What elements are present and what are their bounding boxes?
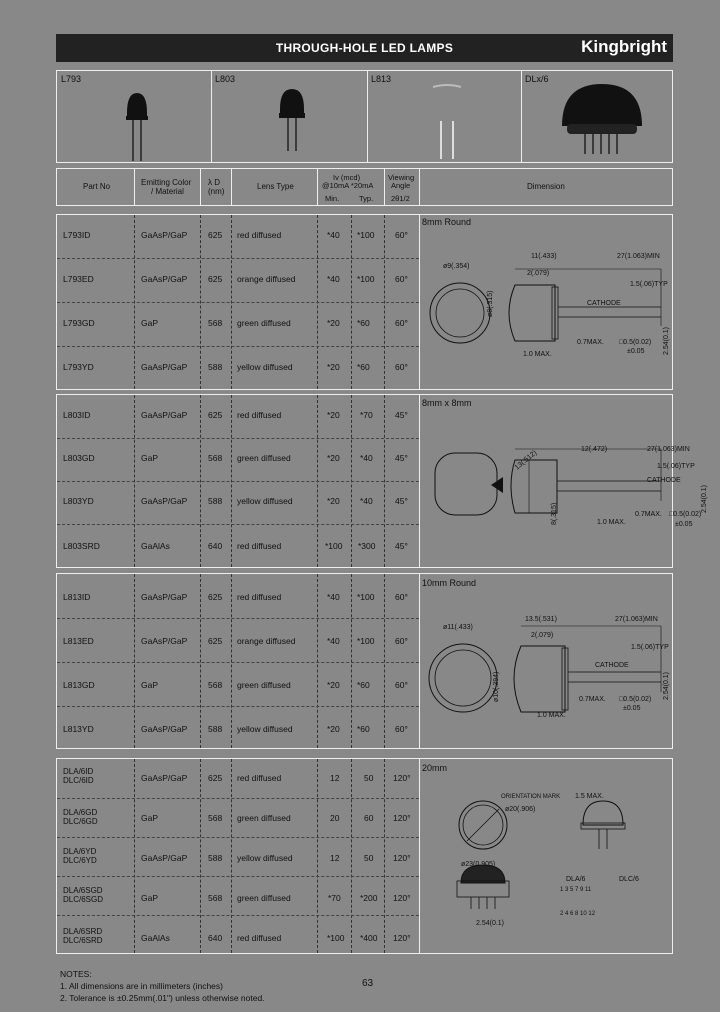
lens-type: green diffused <box>237 318 291 328</box>
wavelength: 568 <box>208 453 223 463</box>
iv-min: *100 <box>325 541 343 551</box>
iv-typ: *100 <box>357 636 375 646</box>
dim-label: □0.5(0.02) <box>669 511 702 518</box>
header-lambda-unit: (nm) <box>208 187 225 196</box>
dim-label: 1.5(.06)TYP <box>631 644 669 651</box>
view-angle: 60° <box>395 636 408 646</box>
material: GaAsP/GaP <box>141 724 188 734</box>
dim-label: 2.54(0.1) <box>663 671 670 700</box>
material: GaP <box>141 453 159 463</box>
part-number: L803ID <box>63 410 91 420</box>
dim-label: 1.0 MAX. <box>597 519 626 526</box>
lamp-dlx6-image <box>557 76 647 161</box>
dim-label: 13.5(.531) <box>525 616 557 623</box>
wavelength: 568 <box>208 893 223 903</box>
part-number-alt: DLC/6GD <box>63 817 98 826</box>
iv-typ: *60 <box>357 318 370 328</box>
lens-type: red diffused <box>237 410 282 420</box>
part-number: L793ID <box>63 230 91 240</box>
view-angle: 45° <box>395 496 408 506</box>
notes-title: NOTES: <box>60 969 92 979</box>
lens-type: yellow diffused <box>237 496 293 506</box>
dim-label: 1.5(.06)TYP <box>657 463 695 470</box>
part-number: L803SRD <box>63 541 100 551</box>
dim-label: ø11(.433) <box>443 624 473 631</box>
dim-label: 8(.315) <box>551 502 558 525</box>
dim-label: 1.0 MAX. <box>537 712 566 719</box>
lens-type: red diffused <box>237 230 282 240</box>
iv-typ: 50 <box>364 853 374 863</box>
product-images-box <box>56 70 673 163</box>
image-label-l803: L803 <box>215 74 236 84</box>
dim-label: 2.54(0.1) <box>663 326 670 355</box>
dim-label: 1.5 MAX. <box>575 793 604 800</box>
view-angle: 60° <box>395 318 408 328</box>
view-angle: 60° <box>395 230 408 240</box>
iv-min: *20 <box>327 318 340 328</box>
material: GaAsP/GaP <box>141 853 188 863</box>
iv-typ: *60 <box>357 680 370 690</box>
dim-label: 27(1.063)MIN <box>615 616 658 623</box>
view-angle: 60° <box>395 362 408 372</box>
iv-typ: *100 <box>357 274 375 284</box>
iv-min: *40 <box>327 274 340 284</box>
dim-label: ø8(.315) <box>487 290 494 317</box>
page-header <box>56 34 673 62</box>
wavelength: 625 <box>208 410 223 420</box>
note-2: 2. Tolerance is ±0.25mm(.01") unless otherwise noted. <box>60 993 265 1003</box>
lens-type: green diffused <box>237 813 291 823</box>
dimension-drawing-10mm-round <box>425 620 670 750</box>
wavelength: 588 <box>208 724 223 734</box>
material: GaAsP/GaP <box>141 636 188 646</box>
iv-min: 12 <box>330 773 340 783</box>
dim-label: ±0.05 <box>627 348 645 355</box>
dim-label: CATHODE <box>647 477 681 484</box>
header-lambda: λ D <box>208 178 220 187</box>
part-number: L813GD <box>63 680 95 690</box>
lamp-l803-image <box>272 81 312 161</box>
part-number: DLA/6GD <box>63 808 98 817</box>
dim-label: DLC/6 <box>619 876 639 883</box>
part-number: DLA/6YD <box>63 847 97 856</box>
lens-type: green diffused <box>237 680 291 690</box>
iv-min: *20 <box>327 680 340 690</box>
header-angle: Angle <box>391 181 411 190</box>
dim-label: 2.54(0.1) <box>476 920 505 927</box>
wavelength: 568 <box>208 680 223 690</box>
material: GaAsP/GaP <box>141 773 188 783</box>
lens-type: red diffused <box>237 933 282 943</box>
dim-label: ±0.05 <box>623 705 641 712</box>
part-number: L813ID <box>63 592 91 602</box>
header-iv-typ: Typ. <box>359 194 374 203</box>
lens-type: yellow diffused <box>237 724 293 734</box>
iv-min: *20 <box>327 410 340 420</box>
dimension-drawing-8mm-x-8mm <box>429 435 669 560</box>
dim-label: 1.5(.06)TYP <box>630 281 668 288</box>
dim-label: 0.7MAX. <box>579 696 606 703</box>
part-number: L793ED <box>63 274 94 284</box>
material: GaAsP/GaP <box>141 496 188 506</box>
section-8mm-round <box>56 214 673 390</box>
section-title: 8mm Round <box>422 217 472 227</box>
header-material: / Material <box>151 187 184 196</box>
wavelength: 588 <box>208 362 223 372</box>
material: GaAsP/GaP <box>141 410 188 420</box>
view-angle: 60° <box>395 592 408 602</box>
wavelength: 640 <box>208 933 223 943</box>
view-angle: 60° <box>395 680 408 690</box>
table-header <box>56 168 673 206</box>
page-number: 63 <box>362 978 374 989</box>
part-number: L813ED <box>63 636 94 646</box>
brand-logo: Kingbright <box>581 37 667 56</box>
dim-label: ø10(.394) <box>493 671 500 702</box>
wavelength: 588 <box>208 496 223 506</box>
iv-min: *20 <box>327 453 340 463</box>
iv-min: *40 <box>327 592 340 602</box>
header-angle-symbol: 2θ1/2 <box>391 194 410 203</box>
dim-label: ø23(0.905) <box>461 861 496 868</box>
section-8mm-x-8mm <box>56 394 708 568</box>
iv-typ: *60 <box>357 362 370 372</box>
section-title: 8mm x 8mm <box>422 398 472 408</box>
view-angle: 120° <box>393 813 411 823</box>
iv-typ: *100 <box>357 592 375 602</box>
note-1: 1. All dimensions are in millimeters (inches) <box>60 981 223 991</box>
dim-label: CATHODE <box>595 662 629 669</box>
header-iv-min: Min. <box>325 194 340 203</box>
dim-label: 1 3 5 7 9 11 <box>560 887 592 893</box>
iv-min: *100 <box>327 933 345 943</box>
dim-label: 2(.079) <box>527 270 550 277</box>
material: GaAsP/GaP <box>141 362 188 372</box>
iv-min: 12 <box>330 853 340 863</box>
header-iv-cond: @10mA *20mA <box>322 181 374 190</box>
iv-min: *20 <box>327 724 340 734</box>
part-number: DLA/6SGD <box>63 886 103 895</box>
dim-label: 1.0 MAX. <box>523 351 552 358</box>
iv-min: 20 <box>330 813 340 823</box>
dim-label: CATHODE <box>587 300 621 307</box>
part-number: L793GD <box>63 318 95 328</box>
material: GaAlAs <box>141 541 170 551</box>
material: GaP <box>141 813 159 823</box>
iv-typ: 50 <box>364 773 374 783</box>
header-viewing: Viewing <box>388 173 415 182</box>
part-number: L813YD <box>63 724 94 734</box>
lamp-l793-image <box>117 83 157 163</box>
lens-type: green diffused <box>237 893 291 903</box>
part-number: L803GD <box>63 453 95 463</box>
lamp-l813-image <box>427 81 467 161</box>
material: GaAlAs <box>141 933 170 943</box>
part-number-alt: DLC/6SRD <box>63 936 103 945</box>
dim-label: 2(.079) <box>531 632 554 639</box>
dim-label: 12(.472) <box>581 446 608 453</box>
dim-label: ø9(.354) <box>443 263 470 270</box>
section-20mm <box>56 758 673 954</box>
iv-min: *70 <box>328 893 341 903</box>
lens-type: red diffused <box>237 773 282 783</box>
wavelength: 625 <box>208 636 223 646</box>
part-number: DLA/6ID <box>63 767 94 776</box>
iv-min: *40 <box>327 636 340 646</box>
dim-label: □0.5(0.02) <box>619 696 652 703</box>
iv-typ: *100 <box>357 230 375 240</box>
dim-label: 0.7MAX. <box>577 339 604 346</box>
wavelength: 625 <box>208 230 223 240</box>
dim-label: 27(1.063)MIN <box>617 253 660 260</box>
header-part-no: Part No <box>83 182 111 191</box>
iv-min: *20 <box>327 496 340 506</box>
lens-type: yellow diffused <box>237 362 293 372</box>
image-label-l793: L793 <box>61 74 82 84</box>
view-angle: 120° <box>393 853 411 863</box>
view-angle: 60° <box>395 724 408 734</box>
iv-typ: *200 <box>360 893 378 903</box>
dim-label: 11(.433) <box>531 253 557 260</box>
lens-type: orange diffused <box>237 274 296 284</box>
iv-typ: *40 <box>360 453 373 463</box>
iv-typ: *40 <box>360 496 373 506</box>
header-emitting-color: Emitting Color <box>141 178 192 187</box>
part-number: L803YD <box>63 496 94 506</box>
header-lens-type: Lens Type <box>257 182 294 191</box>
image-label-l813: L813 <box>371 74 392 84</box>
iv-typ: *70 <box>360 410 373 420</box>
view-angle: 60° <box>395 274 408 284</box>
lens-type: red diffused <box>237 541 282 551</box>
image-label-dlx6: DLx/6 <box>525 74 549 84</box>
material: GaP <box>141 893 159 903</box>
dim-label: 2 4 6 8 10 12 <box>560 911 596 917</box>
iv-typ: 60 <box>364 813 374 823</box>
view-angle: 45° <box>395 541 408 551</box>
dim-label: 0.7MAX. <box>635 511 662 518</box>
lens-type: green diffused <box>237 453 291 463</box>
section-title: 10mm Round <box>422 578 477 588</box>
material: GaAsP/GaP <box>141 230 188 240</box>
dim-label: DLA/6 <box>566 876 586 883</box>
section-title: 20mm <box>422 763 448 773</box>
view-angle: 120° <box>393 773 411 783</box>
part-number-alt: DLC/6SGD <box>63 895 104 904</box>
header-iv: Iv (mcd) <box>333 173 361 182</box>
material: GaAsP/GaP <box>141 274 188 284</box>
lens-type: orange diffused <box>237 636 296 646</box>
wavelength: 625 <box>208 274 223 284</box>
part-number-alt: DLC/6ID <box>63 776 94 785</box>
iv-min: *20 <box>327 362 340 372</box>
dim-label: ±0.05 <box>675 521 693 528</box>
wavelength: 625 <box>208 773 223 783</box>
iv-min: *40 <box>327 230 340 240</box>
material: GaP <box>141 680 159 690</box>
wavelength: 568 <box>208 318 223 328</box>
header-dimension: Dimension <box>527 182 565 191</box>
iv-typ: *60 <box>357 724 370 734</box>
view-angle: 45° <box>395 453 408 463</box>
dim-label: 2.54(0.1) <box>701 484 708 513</box>
part-number: DLA/6SRD <box>63 927 103 936</box>
wavelength: 588 <box>208 853 223 863</box>
dim-label: 13(.512) <box>513 449 539 472</box>
wavelength: 625 <box>208 592 223 602</box>
lens-type: red diffused <box>237 592 282 602</box>
dim-label: □0.5(0.02) <box>619 339 652 346</box>
dim-label: 27(1.063)MIN <box>647 446 690 453</box>
view-angle: 120° <box>393 893 411 903</box>
dim-label: ø20(.906) <box>505 806 536 813</box>
wavelength: 640 <box>208 541 223 551</box>
section-10mm-round <box>56 573 673 749</box>
part-number: L793YD <box>63 362 94 372</box>
material: GaP <box>141 318 159 328</box>
header-title: THROUGH-HOLE LED LAMPS <box>275 41 454 55</box>
lens-type: yellow diffused <box>237 853 293 863</box>
dim-label: ORIENTATION MARK <box>501 794 561 800</box>
view-angle: 45° <box>395 410 408 420</box>
view-angle: 120° <box>393 933 411 943</box>
iv-typ: *400 <box>360 933 378 943</box>
part-number-alt: DLC/6YD <box>63 856 97 865</box>
wavelength: 568 <box>208 813 223 823</box>
iv-typ: *300 <box>358 541 376 551</box>
material: GaAsP/GaP <box>141 592 188 602</box>
